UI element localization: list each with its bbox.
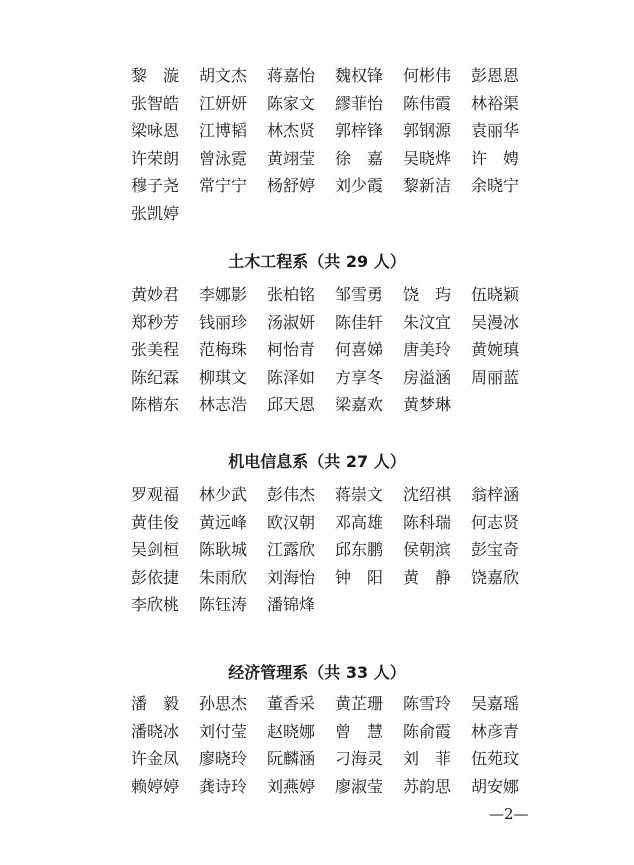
name-entry: 蒋崇文 xyxy=(335,485,384,504)
name-entry: 黄翊莹 xyxy=(267,148,316,168)
name-entry: 陈钰涛 xyxy=(199,595,248,615)
name-entry: 邹雪勇 xyxy=(335,285,384,304)
name-entry: 董香采 xyxy=(267,694,316,713)
name-entry: 郭梓锋 xyxy=(335,121,384,141)
name-entry: 刘燕婷 xyxy=(267,776,316,796)
name-entry: 陈雪玲 xyxy=(403,694,452,713)
name-entry: 魏权锋 xyxy=(335,66,384,85)
name-entry: 朱汶宜 xyxy=(403,312,452,332)
name-entry: 罗观福 xyxy=(131,485,180,504)
name-entry: 刘付莹 xyxy=(199,721,248,741)
name-entry: 龚诗玲 xyxy=(199,776,248,796)
name-entry: 常宁宁 xyxy=(199,176,248,196)
name-entry: 欧汉朝 xyxy=(267,512,316,532)
name-entry: 陈佳轩 xyxy=(335,312,384,332)
name-entry: 胡安娜 xyxy=(471,776,520,796)
name-entry: 陈俞霞 xyxy=(403,721,452,741)
name-entry: 余晓宁 xyxy=(471,176,520,196)
name-entry: 沈绍祺 xyxy=(403,485,452,504)
name-entry: 苏韵思 xyxy=(403,776,452,796)
name-entry: 黄梦琳 xyxy=(403,395,452,415)
name-entry: 赵晓娜 xyxy=(267,721,316,741)
name-entry: 邓高雄 xyxy=(335,512,384,532)
name-entry: 吴嘉瑶 xyxy=(471,694,520,713)
name-entry: 潘 毅 xyxy=(131,694,180,713)
name-entry: 黄婉瑱 xyxy=(471,340,520,360)
name-list-mechatronics xyxy=(131,481,539,619)
name-entry: 刘 菲 xyxy=(403,749,452,769)
name-entry: 汤淑妍 xyxy=(267,312,316,332)
name-entry: 潘晓冰 xyxy=(131,721,180,741)
name-entry: 张美程 xyxy=(131,340,180,360)
name-entry: 饶嘉欣 xyxy=(471,567,520,587)
name-entry: 陈伟霞 xyxy=(403,93,452,113)
name-entry: 柯怡青 xyxy=(267,340,316,360)
name-entry: 翁梓涵 xyxy=(471,485,520,504)
name-entry: 彭依捷 xyxy=(131,567,180,587)
name-entry: 蒋嘉怡 xyxy=(267,66,316,85)
name-entry: 黄佳俊 xyxy=(131,512,180,532)
name-entry: 彭伟杰 xyxy=(267,485,316,504)
name-entry: 何彬伟 xyxy=(403,66,452,85)
name-entry: 刁海灵 xyxy=(335,749,384,769)
name-entry: 邱东鹏 xyxy=(335,540,384,560)
name-entry: 黎 漩 xyxy=(131,66,180,85)
name-entry: 杨舒婷 xyxy=(267,176,316,196)
name-entry: 何喜娣 xyxy=(335,340,384,360)
name-entry: 阮麟涵 xyxy=(267,749,316,769)
name-entry: 周丽蓝 xyxy=(471,367,520,387)
name-entry: 许 娉 xyxy=(471,148,520,168)
name-entry: 穆子尧 xyxy=(131,176,180,196)
name-entry: 何志贤 xyxy=(471,512,520,532)
name-entry: 林志浩 xyxy=(199,395,248,415)
name-entry: 江博韬 xyxy=(199,121,248,141)
name-entry: 黄芷珊 xyxy=(335,694,384,713)
name-entry: 潘锦烽 xyxy=(267,595,316,615)
name-entry: 彭恩恩 xyxy=(471,66,520,85)
name-entry: 吴晓烨 xyxy=(403,148,452,168)
name-entry: 林裕渠 xyxy=(471,93,520,113)
name-entry: 林少武 xyxy=(199,485,248,504)
name-entry: 刘海怡 xyxy=(267,567,316,587)
name-entry: 伍晓颖 xyxy=(471,285,520,304)
name-entry: 张柏铭 xyxy=(267,285,316,304)
name-entry: 廖淑莹 xyxy=(335,776,384,796)
name-entry: 梁咏恩 xyxy=(131,121,180,141)
name-entry: 李娜影 xyxy=(199,285,248,304)
name-entry: 柳琪文 xyxy=(199,367,248,387)
name-entry: 许荣朗 xyxy=(131,148,180,168)
name-entry: 许金凤 xyxy=(131,749,180,769)
name-entry: 郭钢源 xyxy=(403,121,452,141)
name-entry: 邱天恩 xyxy=(267,395,316,415)
name-list-section-1 xyxy=(131,62,539,228)
name-entry: 范梅珠 xyxy=(199,340,248,360)
name-entry: 黄远峰 xyxy=(199,512,248,532)
section-title-civil-engineering: 土木工程系（共 29 人） xyxy=(228,252,406,271)
name-entry: 林杰贤 xyxy=(267,121,316,141)
name-entry: 廖晓玲 xyxy=(199,749,248,769)
page-number: —2— xyxy=(489,805,529,823)
name-entry: 侯朝滨 xyxy=(403,540,452,560)
name-entry: 吴剑桓 xyxy=(131,540,180,560)
name-entry: 繆菲怡 xyxy=(335,93,384,113)
name-entry: 黎新洁 xyxy=(403,176,452,196)
name-entry: 黄妙君 xyxy=(131,285,180,304)
name-entry: 曾 慧 xyxy=(335,721,384,741)
name-entry: 孙思杰 xyxy=(199,694,248,713)
name-entry: 胡文杰 xyxy=(199,66,248,85)
name-entry: 方享冬 xyxy=(335,367,384,387)
name-entry: 李欣桃 xyxy=(131,595,180,615)
name-entry: 陈楷东 xyxy=(131,395,180,415)
name-entry: 陈耿城 xyxy=(199,540,248,560)
name-entry: 张智皓 xyxy=(131,93,180,113)
name-entry: 陈泽如 xyxy=(267,367,316,387)
name-entry: 陈纪霖 xyxy=(131,367,180,387)
name-entry: 伍苑玟 xyxy=(471,749,520,769)
section-title-mechatronics: 机电信息系（共 27 人） xyxy=(228,452,406,471)
name-entry: 徐 嘉 xyxy=(335,148,384,168)
name-entry: 陈家文 xyxy=(267,93,316,113)
name-list-economics-management xyxy=(131,690,539,800)
name-entry: 张凯婷 xyxy=(131,203,180,223)
name-entry: 房溢涵 xyxy=(403,367,452,387)
name-entry: 林彦青 xyxy=(471,721,520,741)
name-entry: 梁嘉欢 xyxy=(335,395,384,415)
section-title-economics-management: 经济管理系（共 33 人） xyxy=(228,663,406,682)
name-entry: 唐美玲 xyxy=(403,340,452,360)
name-entry: 刘少霞 xyxy=(335,176,384,196)
name-entry: 郑秒芳 xyxy=(131,312,180,332)
name-entry: 曾泳霓 xyxy=(199,148,248,168)
name-list-civil-engineering xyxy=(131,281,539,419)
name-entry: 江露欣 xyxy=(267,540,316,560)
name-entry: 江妍妍 xyxy=(199,93,248,113)
name-entry: 袁丽华 xyxy=(471,121,520,141)
name-entry: 朱雨欣 xyxy=(199,567,248,587)
name-entry: 钱丽珍 xyxy=(199,312,248,332)
name-entry: 吴漫冰 xyxy=(471,312,520,332)
name-entry: 彭宝奇 xyxy=(471,540,520,560)
name-entry: 陈科瑞 xyxy=(403,512,452,532)
name-entry: 饶 玙 xyxy=(403,285,452,304)
name-entry: 赖婷婷 xyxy=(131,776,180,796)
name-entry: 钟 阳 xyxy=(335,567,384,587)
name-entry: 黄 静 xyxy=(403,567,452,587)
